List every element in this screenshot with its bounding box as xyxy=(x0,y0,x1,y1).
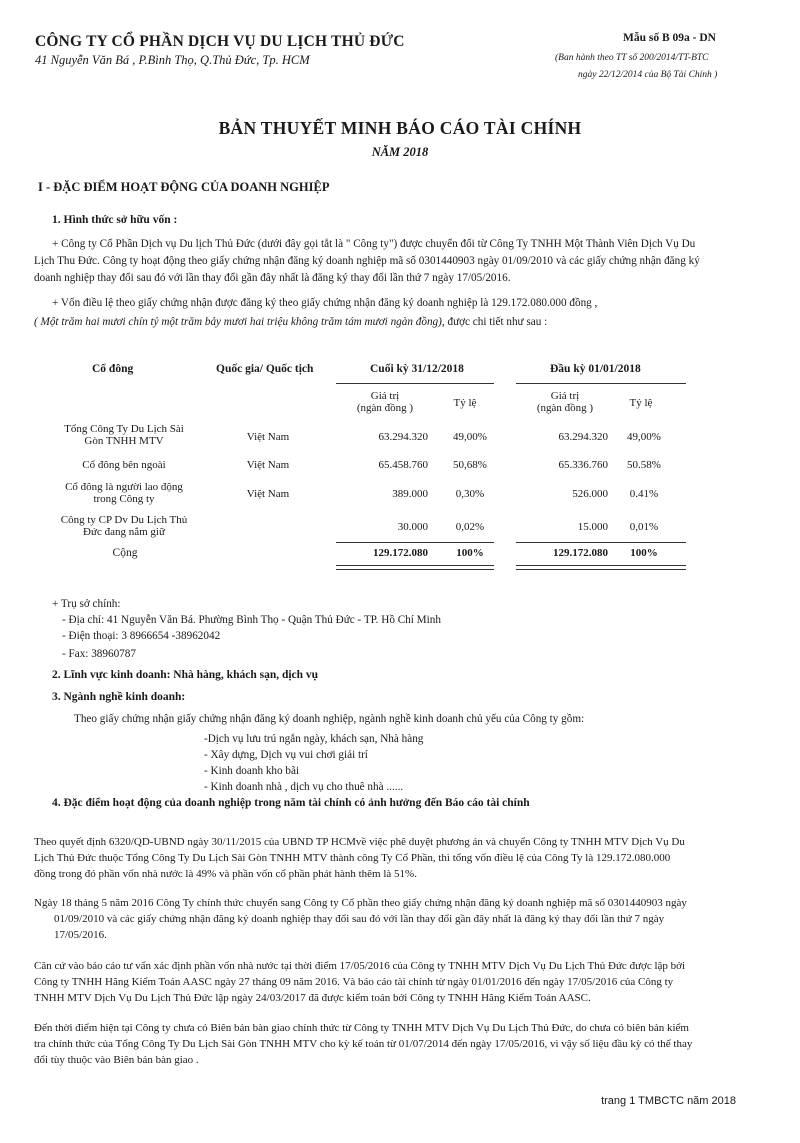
sub-value-label: Giá trị xyxy=(550,390,580,402)
para-line: tra chính thức của Tổng Công Ty Du Lịch Sài Gòn TNHH MTV cho kỳ kế toán từ 01/07/2014 đến ngày 17/05/2016, vì vậy số liệu đầu kỳ có thể thay xyxy=(34,1038,693,1050)
row-name-line: Tổng Công Ty Du Lịch Sài xyxy=(64,423,184,435)
paragraph-2 xyxy=(34,895,687,943)
row-end-ratio: 0,30% xyxy=(455,488,485,500)
table-row-name: Cổ đông bên ngoài xyxy=(82,459,166,471)
row-begin-value: 15.000 xyxy=(577,521,608,533)
row-name-line: trong Công ty xyxy=(93,493,155,505)
row-begin-value: 65.336.760 xyxy=(558,459,608,471)
para-line: Lịch Thu Đức. Công ty hoạt động theo giấy chứng nhận đăng ký doanh nghiệp mã số 0301440903 ngày 01/09/2010 và các giấy chứng nhận đăng ký xyxy=(34,255,700,267)
total-label: Cộng xyxy=(112,547,138,559)
row-end-value: 65.458.760 xyxy=(378,459,428,471)
sub-value-unit: (ngàn đồng ) xyxy=(536,402,594,414)
row-name-line: Đức đang nắm giữ xyxy=(83,526,165,538)
row-end-value: 63.294.320 xyxy=(378,431,428,443)
section-heading: I - ĐẶC ĐIỂM HOẠT ĐỘNG CỦA DOANH NGHIỆP xyxy=(38,180,330,194)
row-begin-value: 63.294.320 xyxy=(558,431,608,443)
para-line: Đến thời điểm hiện tại Công ty chưa có Biên bản bàn giao chính thức từ Công ty TNHH MTV Dịch Vụ Du Lịch Thủ Đức, do chưa có biên bản kiểm xyxy=(34,1022,689,1034)
sub-value-unit: (ngàn đồng ) xyxy=(356,402,414,414)
total-begin-ratio: 100% xyxy=(630,547,658,559)
sub-value-end xyxy=(340,390,430,414)
paragraph-3 xyxy=(34,958,685,1006)
head-office-phone: - Điện thoại: 3 8966654 -38962042 xyxy=(62,630,221,642)
subsection-1-heading: 1. Hình thức sở hữu vốn : xyxy=(52,214,178,226)
form-number: Mẫu số B 09a - DN xyxy=(623,32,716,44)
head-office-address: - Địa chỉ: 41 Nguyễn Văn Bá. Phường Bình Thọ - Quận Thủ Đức - TP. Hồ Chí Minh xyxy=(62,614,441,626)
col-shareholder: Cổ đông xyxy=(92,363,134,375)
table-row-name xyxy=(40,514,208,538)
paragraph-4 xyxy=(34,1020,692,1068)
business-lines-list xyxy=(204,731,423,795)
row-begin-ratio: 0.41% xyxy=(629,488,659,500)
document-year: NĂM 2018 xyxy=(371,145,429,159)
para-line: đổi tùy thuộc vào Biên bản bàn giao . xyxy=(34,1054,199,1066)
row-end-ratio: 50,68% xyxy=(453,459,487,471)
sub-value-label: Giá trị xyxy=(370,390,400,402)
total-end-value: 129.172.080 xyxy=(373,547,428,559)
company-address: 41 Nguyễn Văn Bá , P.Bình Thọ, Q.Thủ Đức, Tp. HCM xyxy=(35,53,310,67)
paragraph-1 xyxy=(34,834,685,882)
para-line: 01/09/2010 và các giấy chứng nhận đăng ký doanh nghiệp thay đổi sau đó với lần thay đổi gần đây nhất là đăng ký thay đổi lần thứ 7 ngày xyxy=(54,913,665,925)
sub-ratio-end: Tỷ lệ xyxy=(453,397,477,409)
para-line: Công ty TNHH Hãng Kiểm Toán AASC ngày 27 tháng 09 năm 2016. Và báo cáo tài chính từ ngày 01/01/2016 đến ngày 17/05/2016 của Công ty xyxy=(34,976,674,988)
col-end-period: Cuối kỳ 31/12/2018 xyxy=(370,363,464,375)
list-item: - Xây dựng, Dịch vụ vui chơi giải trí xyxy=(204,749,368,761)
capital-detail-tail: , được chi tiết như sau : xyxy=(441,316,548,328)
row-begin-ratio: 49,00% xyxy=(627,431,661,443)
shareholder-table xyxy=(0,355,800,585)
row-end-ratio: 49,00% xyxy=(453,431,487,443)
col-begin-period: Đầu kỳ 01/01/2018 xyxy=(550,363,641,375)
sub-ratio-begin: Tỷ lệ xyxy=(629,397,653,409)
sub-value-begin xyxy=(520,390,610,414)
row-country: Việt Nam xyxy=(246,431,290,443)
subsection-2-heading: 2. Lĩnh vực kinh doanh: Nhà hàng, khách sạn, dịch vụ xyxy=(52,669,319,681)
charter-capital-para: + Vốn điều lệ theo giấy chứng nhận được đăng ký theo giấy chứng nhận đăng ký doanh nghiệp là 129.172.080.000 đồng , xyxy=(52,297,598,309)
table-row-name xyxy=(40,423,208,447)
list-item: -Dịch vụ lưu trú ngắn ngày, khách sạn, Nhà hàng xyxy=(204,733,424,745)
ownership-para-1 xyxy=(34,236,700,287)
para-line: đồng trong đó phần vốn nhà nước là 49% và phần vốn cổ phần phát hành thêm là 51%. xyxy=(34,868,417,880)
head-office-label: + Trụ sở chính: xyxy=(52,598,121,610)
list-item: - Kinh doanh nhà , dịch vụ cho thuê nhà ...... xyxy=(204,781,404,793)
table-row-name xyxy=(40,481,208,505)
charter-capital-words xyxy=(34,314,547,331)
subsection-4-heading: 4. Đặc điểm hoạt động của doanh nghiệp trong năm tài chính có ảnh hưởng đến Báo cáo tài chính xyxy=(52,797,530,809)
para-line: Ngày 18 tháng 5 năm 2016 Công Ty chính thức chuyển sang Công ty Cổ phần theo giấy chứng nhận đăng ký doanh nghiệp mã số 0301440903 ngày xyxy=(34,897,687,909)
document-title: BẢN THUYẾT MINH BÁO CÁO TÀI CHÍNH xyxy=(218,118,582,138)
para-line: Lịch Thủ Đức thuộc Tổng Công Ty Du Lịch Sài Gòn TNHH MTV thành công Ty Cổ Phần, thì tổng vốn điều lệ của Công Ty là 129.172.080.000 xyxy=(34,852,671,864)
row-country: Việt Nam xyxy=(246,459,290,471)
row-end-ratio: 0,02% xyxy=(455,521,485,533)
row-name-line: Cổ đông là người lao động xyxy=(65,481,183,493)
row-begin-ratio: 50.58% xyxy=(627,459,661,471)
company-name: CÔNG TY CỔ PHẦN DỊCH VỤ DU LỊCH THỦ ĐỨC xyxy=(35,33,405,50)
head-office-fax: - Fax: 38960787 xyxy=(62,648,136,660)
form-note-2: ngày 22/12/2014 của Bộ Tài Chính ) xyxy=(578,70,718,80)
total-end-ratio: 100% xyxy=(456,547,484,559)
row-name-line: Gòn TNHH MTV xyxy=(84,435,164,447)
row-country: Việt Nam xyxy=(246,488,290,500)
para-line: doanh nghiệp thay đổi sau đó với lần thay đổi gần đây nhất là đăng ký thay đổi lần thứ 7 ngày 17/05/2016. xyxy=(34,272,511,284)
business-lines-intro: Theo giấy chứng nhận giấy chứng nhận đăng ký doanh nghiệp, ngành nghề kinh doanh chủ yếu của Công ty gồm: xyxy=(74,713,585,725)
para-line: + Công ty Cổ Phần Dịch vụ Du lịch Thủ Đức (dưới đây gọi tắt là " Công ty") được chuyển đổi từ Công Ty TNHH Một Thành Viên Dịch Vụ Du xyxy=(52,238,696,250)
row-end-value: 30.000 xyxy=(397,521,428,533)
page-footer: trang 1 TMBCTC năm 2018 xyxy=(601,1095,736,1107)
form-note-1: (Ban hành theo TT số 200/2014/TT-BTC xyxy=(555,53,709,63)
row-begin-value: 526.000 xyxy=(572,488,608,500)
list-item: - Kinh doanh kho bãi xyxy=(204,765,300,777)
capital-in-words: ( Một trăm hai mươi chín tỷ một trăm bảy mươi hai triệu không trăm tám mươi ngàn đồng) xyxy=(34,316,442,328)
para-line: Theo quyết định 6320/QD-UBND ngày 30/11/2015 của UBND TP HCMvề việc phê duyệt phương án và chuyển Công ty TNHH MTV Dịch Vụ Du xyxy=(34,836,685,848)
para-line: Căn cứ vào báo cáo tư vấn xác định phần vốn nhà nước tại thời điểm 17/05/2016 của Công ty TNHH MTV Dịch Vụ Du Lịch Thủ Đức được lập bởi xyxy=(34,960,686,972)
total-begin-value: 129.172.080 xyxy=(553,547,608,559)
row-begin-ratio: 0,01% xyxy=(629,521,659,533)
subsection-3-heading: 3. Ngành nghề kinh doanh: xyxy=(52,691,186,703)
para-line: TNHH MTV Dịch Vụ Du Lịch Thủ Đức lập ngày 24/03/2017 đã được kiểm toán bởi Công ty TNHH Hãng Kiểm Toán AASC. xyxy=(34,992,591,1004)
col-country: Quốc gia/ Quốc tịch xyxy=(216,363,314,375)
row-name-line: Công ty CP Dv Du Lịch Thủ xyxy=(60,514,188,526)
row-end-value: 389.000 xyxy=(392,488,428,500)
para-line: 17/05/2016. xyxy=(54,929,107,941)
